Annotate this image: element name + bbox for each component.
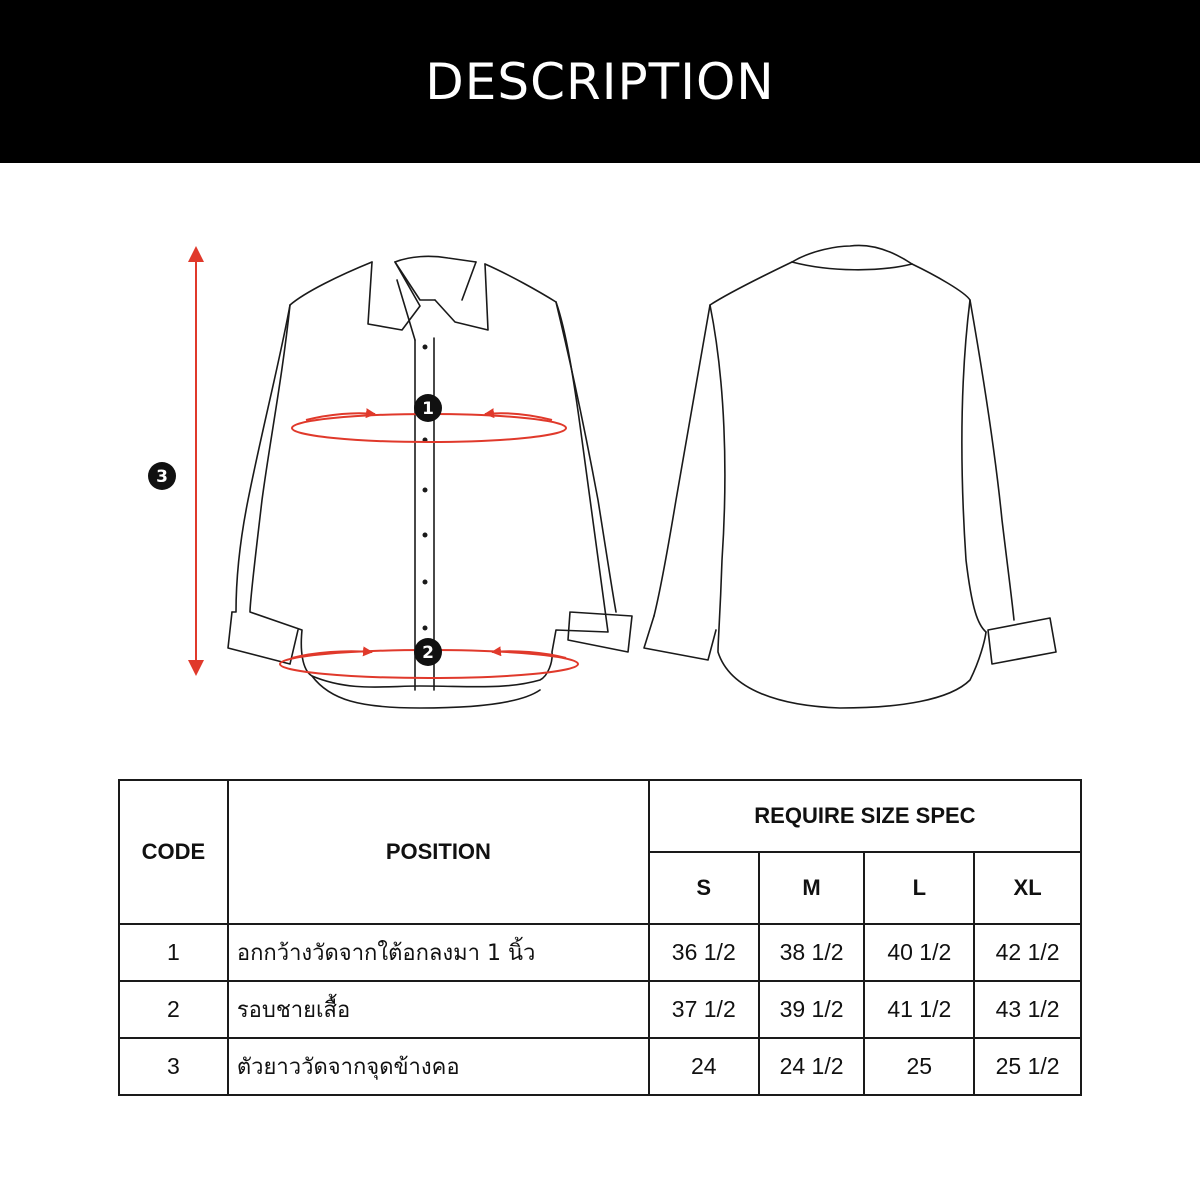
- row-position: อกกว้างวัดจากใต้อกลงมา 1 นิ้ว: [228, 924, 649, 981]
- row-value-xl: 43 1/2: [974, 981, 1081, 1038]
- row-position: รอบชายเสื้อ: [228, 981, 649, 1038]
- row-value-m: 38 1/2: [759, 924, 865, 981]
- row-value-l: 25: [864, 1038, 974, 1095]
- size-spec-table: [118, 779, 1082, 1096]
- svg-text:1: 1: [422, 399, 434, 419]
- svg-text:2: 2: [422, 643, 434, 663]
- row-position: ตัวยาววัดจากจุดข้างคอ: [228, 1038, 649, 1095]
- row-code: 2: [119, 981, 228, 1038]
- header-size-m: M: [759, 852, 865, 924]
- row-value-s: 24: [649, 1038, 759, 1095]
- page-title: DESCRIPTION: [425, 52, 775, 111]
- length-measurement: [188, 246, 204, 676]
- table-row: [119, 924, 1081, 981]
- shirt-illustration: [0, 163, 1200, 763]
- header-bar: [0, 0, 1200, 163]
- row-value-l: 41 1/2: [864, 981, 974, 1038]
- button-dots: [423, 345, 428, 631]
- shirt-back-icon: [644, 245, 1056, 708]
- header-size-l: L: [864, 852, 974, 924]
- row-value-s: 36 1/2: [649, 924, 759, 981]
- row-value-l: 40 1/2: [864, 924, 974, 981]
- svg-text:3: 3: [156, 467, 168, 487]
- marker-1: [414, 394, 442, 422]
- table-row: [119, 981, 1081, 1038]
- marker-2: [414, 638, 442, 666]
- table-row: [119, 1038, 1081, 1095]
- header-position: POSITION: [228, 780, 649, 924]
- row-value-xl: 42 1/2: [974, 924, 1081, 981]
- row-value-s: 37 1/2: [649, 981, 759, 1038]
- row-value-m: 24 1/2: [759, 1038, 865, 1095]
- row-value-xl: 25 1/2: [974, 1038, 1081, 1095]
- row-code: 1: [119, 924, 228, 981]
- header-spec: REQUIRE SIZE SPEC: [649, 780, 1081, 852]
- header-size-xl: XL: [974, 852, 1081, 924]
- marker-3: [148, 462, 176, 490]
- row-value-m: 39 1/2: [759, 981, 865, 1038]
- header-code: CODE: [119, 780, 228, 924]
- row-code: 3: [119, 1038, 228, 1095]
- header-size-s: S: [649, 852, 759, 924]
